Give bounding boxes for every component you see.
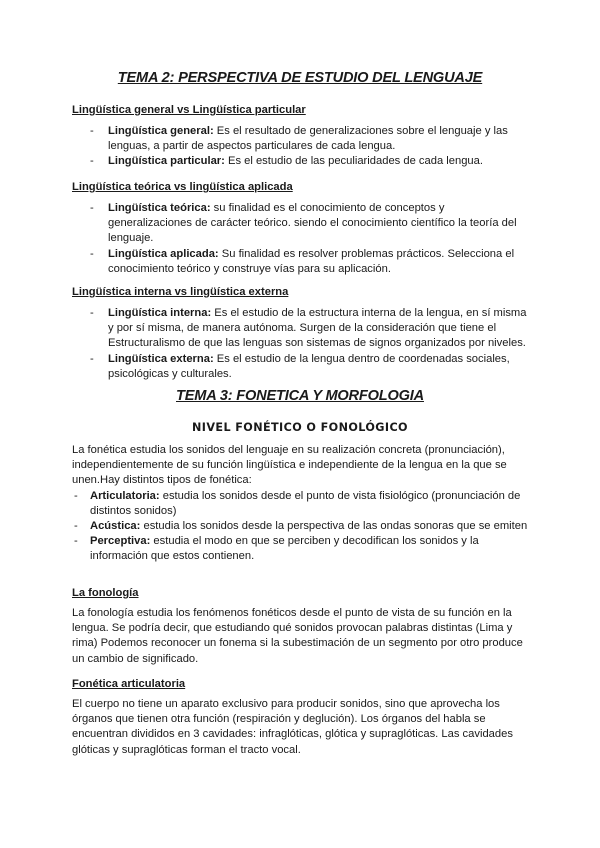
- fonologia-section: [72, 587, 528, 667]
- item-term: Articulatoria:: [90, 489, 160, 502]
- list-item: [72, 247, 528, 277]
- list-item: [72, 534, 528, 564]
- articulatoria-heading: Fonética articulatoria: [72, 678, 186, 690]
- item-text: Es el resultado de generalizaciones sobre el lenguaje y las lenguas, a partir de aspectos particulares de cada lengua.: [108, 125, 508, 153]
- list-item: [72, 306, 528, 352]
- list-item: [72, 124, 528, 154]
- list-item: [72, 519, 528, 534]
- section-list: [72, 306, 528, 382]
- fonologia-paragraph: La fonología estudia los fenómenos fonéticos desde el punto de vista de su función en la lengua. Se podría decir, que estudiando qué sonidos provocan palabras distintas (Lima y rima) Podemos reconocer un fonema si la subestimación de un segmento por otro produce un cambio de significado.: [72, 607, 523, 665]
- articulatoria-section: [72, 678, 528, 758]
- item-text: estudia los sonidos desde el punto de vista fisiológico (pronunciación de distintos sonidos): [90, 489, 521, 517]
- tema3-title: TEMA 3: FONETICA Y MORFOLOGIA: [176, 388, 424, 404]
- fonologia-heading: La fonología: [72, 587, 139, 599]
- item-term: Lingüística general:: [108, 125, 214, 137]
- item-text: Su finalidad es resolver problemas prácticos. Selecciona el conocimiento teórico y construye vías para su aplicación.: [108, 247, 515, 275]
- list-item: [72, 201, 528, 247]
- item-text: su finalidad es el conocimiento de conceptos y generalizaciones de carácter teórico. siendo el conocimiento científico la teoría del lenguaje.: [108, 202, 517, 245]
- section-heading: Lingüística interna vs lingüística externa: [72, 286, 289, 298]
- fonetica-intro: [72, 443, 528, 565]
- item-text: estudia el modo en que se perciben y decodifican los sonidos y la información que estos contienen.: [90, 535, 479, 563]
- articulatoria-paragraph: El cuerpo no tiene un aparato exclusivo para producir sonidos, sino que aprovecha los órganos que tienen otra función (respiración y deglución). Los órganos del habla se encuentran divididos en 3 cavidades: infraglóticas, glótica y supraglóticas. Las cavidades glóticas y supraglóticas forman el tracto vocal.: [72, 698, 513, 756]
- item-term: Lingüística externa:: [108, 352, 214, 365]
- fonetica-types-list: [72, 489, 528, 565]
- section-heading: Lingüística teórica vs lingüística aplicada: [72, 181, 293, 193]
- item-term: Perceptiva:: [90, 535, 151, 548]
- section-general-particular: [72, 104, 528, 170]
- item-term: Lingüística teórica:: [108, 202, 211, 214]
- section-list: [72, 201, 528, 277]
- item-text: Es el estudio de las peculiaridades de cada lengua.: [224, 155, 483, 168]
- item-text: Es el estudio de la lengua dentro de coordenadas sociales, psicológicas y culturales.: [108, 352, 510, 380]
- list-item: [72, 154, 528, 169]
- list-item: [72, 489, 528, 519]
- item-term: Lingüística particular:: [108, 155, 225, 168]
- section-heading: Lingüística general vs Lingüística particular: [72, 104, 306, 116]
- item-term: Lingüística aplicada:: [108, 247, 219, 260]
- item-text: Es el estudio de la estructura interna de la lengua, en sí misma y por sí misma, de manera autónoma. Surgen de la consideración que tiene el Estructuralismo de que las lenguas son sistemas de signos organizados por niveles.: [108, 307, 527, 350]
- section-teorica-aplicada: [72, 181, 528, 277]
- item-text: estudia los sonidos desde la perspectiva de las ondas sonoras que se emiten: [140, 520, 528, 533]
- item-term: Lingüística interna:: [108, 307, 212, 319]
- intro-paragraph: La fonética estudia los sonidos del lenguaje en su realización concreta (pronunciación), independientemente de su función lingüística e independiente de la lengua en la que se unen.Hay distintos tipos de fonética:: [72, 444, 507, 487]
- nivel-heading: NIVEL FONÉTICO O FONOLÓGICO: [192, 421, 408, 434]
- section-list: [72, 124, 528, 170]
- section-interna-externa: [72, 286, 528, 382]
- item-term: Acústica:: [90, 520, 141, 533]
- tema2-title: TEMA 2: PERSPECTIVA DE ESTUDIO DEL LENGUAJE: [117, 70, 483, 86]
- list-item: [72, 352, 528, 382]
